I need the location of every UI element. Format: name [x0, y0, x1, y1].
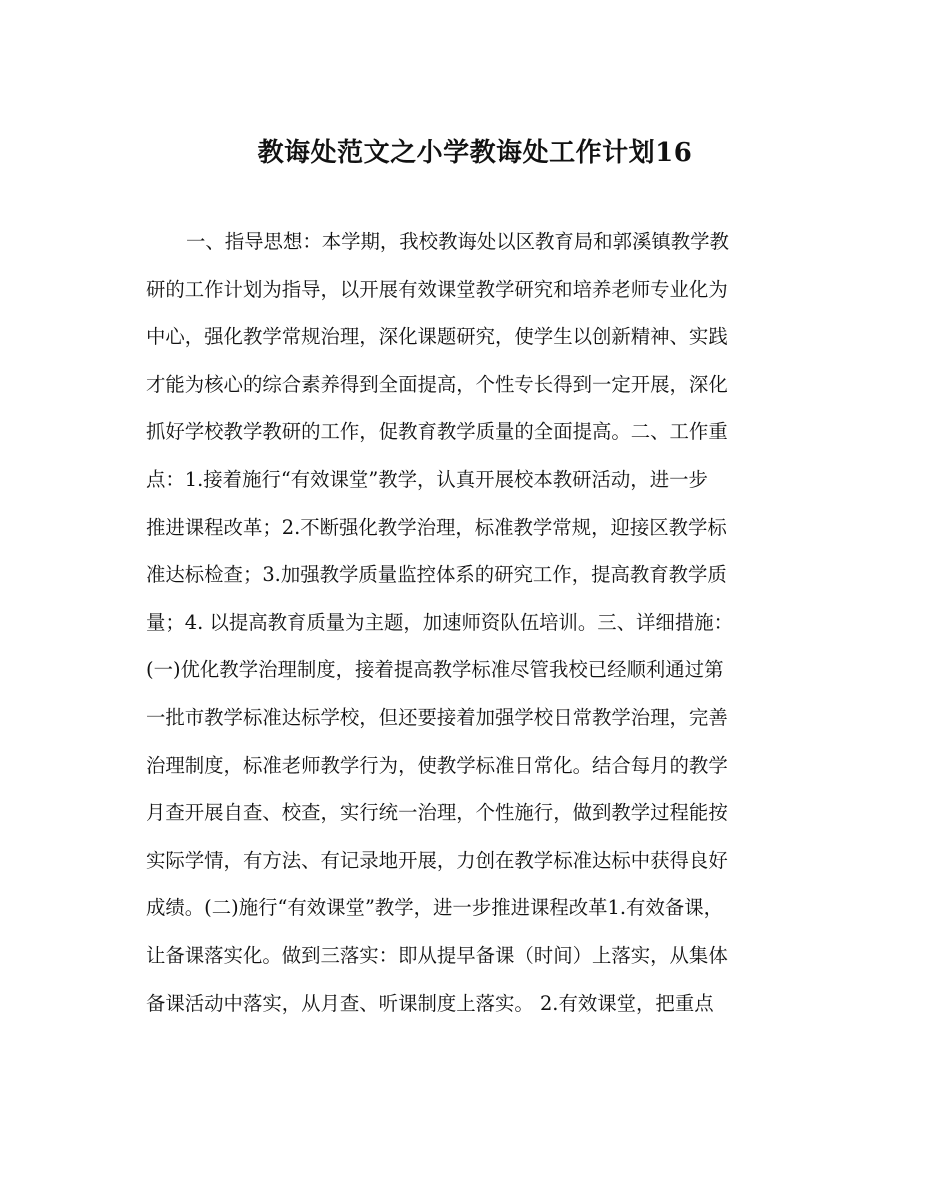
- paragraph-line: 一批市教学标准达标学校，但还要接着加强学校日常教学治理，完善: [146, 705, 728, 729]
- paragraph-line: 准达标检查；3.加强教学质量监控体系的研究工作，提高教育教学质: [146, 563, 727, 587]
- paragraph-line: 治理制度，标准老师教学行为，使教学标准日常化。结合每月的教学: [146, 753, 728, 777]
- paragraph-line: 抓好学校教学教研的工作，促教育教学质量的全面提高。二、工作重: [146, 420, 728, 444]
- paragraph-line: 月查开展自查、校查，实行统一治理，个性施行，做到教学过程能按: [146, 801, 728, 825]
- paragraph-line: 中心，强化教学常规治理，深化课题研究，使学生以创新精神、实践: [146, 325, 728, 349]
- paragraph-line: 一、指导思想：本学期，我校教诲处以区教育局和郭溪镇教学教: [186, 230, 729, 253]
- paragraph-line: 让备课落实化。做到三落实：即从提早备课（时间）上落实，从集体: [146, 943, 728, 967]
- paragraph-line: 点：1.接着施行“有效课堂”教学，认真开展校本教研活动，进一步: [146, 467, 708, 491]
- paragraph-line: 推进课程改革；2.不断强化教学治理，标准教学常规，迎接区教学标: [146, 515, 727, 539]
- paragraph-line: 实际学情，有方法、有记录地开展，力创在教学标准达标中获得良好: [146, 848, 728, 872]
- paragraph-line: 备课活动中落实，从月查、听课制度上落实。 2.有效课堂，把重点: [146, 991, 714, 1015]
- paragraph-line: 成绩。(二)施行“有效课堂”教学，进一步推进课程改革1.有效备课，: [146, 896, 724, 920]
- document-title: 教诲处范文之小学教诲处工作计划16: [257, 138, 693, 168]
- paragraph-line: 才能为核心的综合素养得到全面提高，个性专长得到一定开展，深化: [146, 372, 728, 396]
- paragraph-line: 量；4. 以提高教育质量为主题，加速师资队伍培训。三、详细措施：: [146, 610, 733, 634]
- document-body: [146, 218, 816, 1027]
- paragraph-line: (一)优化教学治理制度，接着提高教学标准尽管我校已经顺利通过第: [146, 658, 724, 682]
- paragraph-line: 研的工作计划为指导，以开展有效课堂教学研究和培养老师专业化为: [146, 277, 728, 301]
